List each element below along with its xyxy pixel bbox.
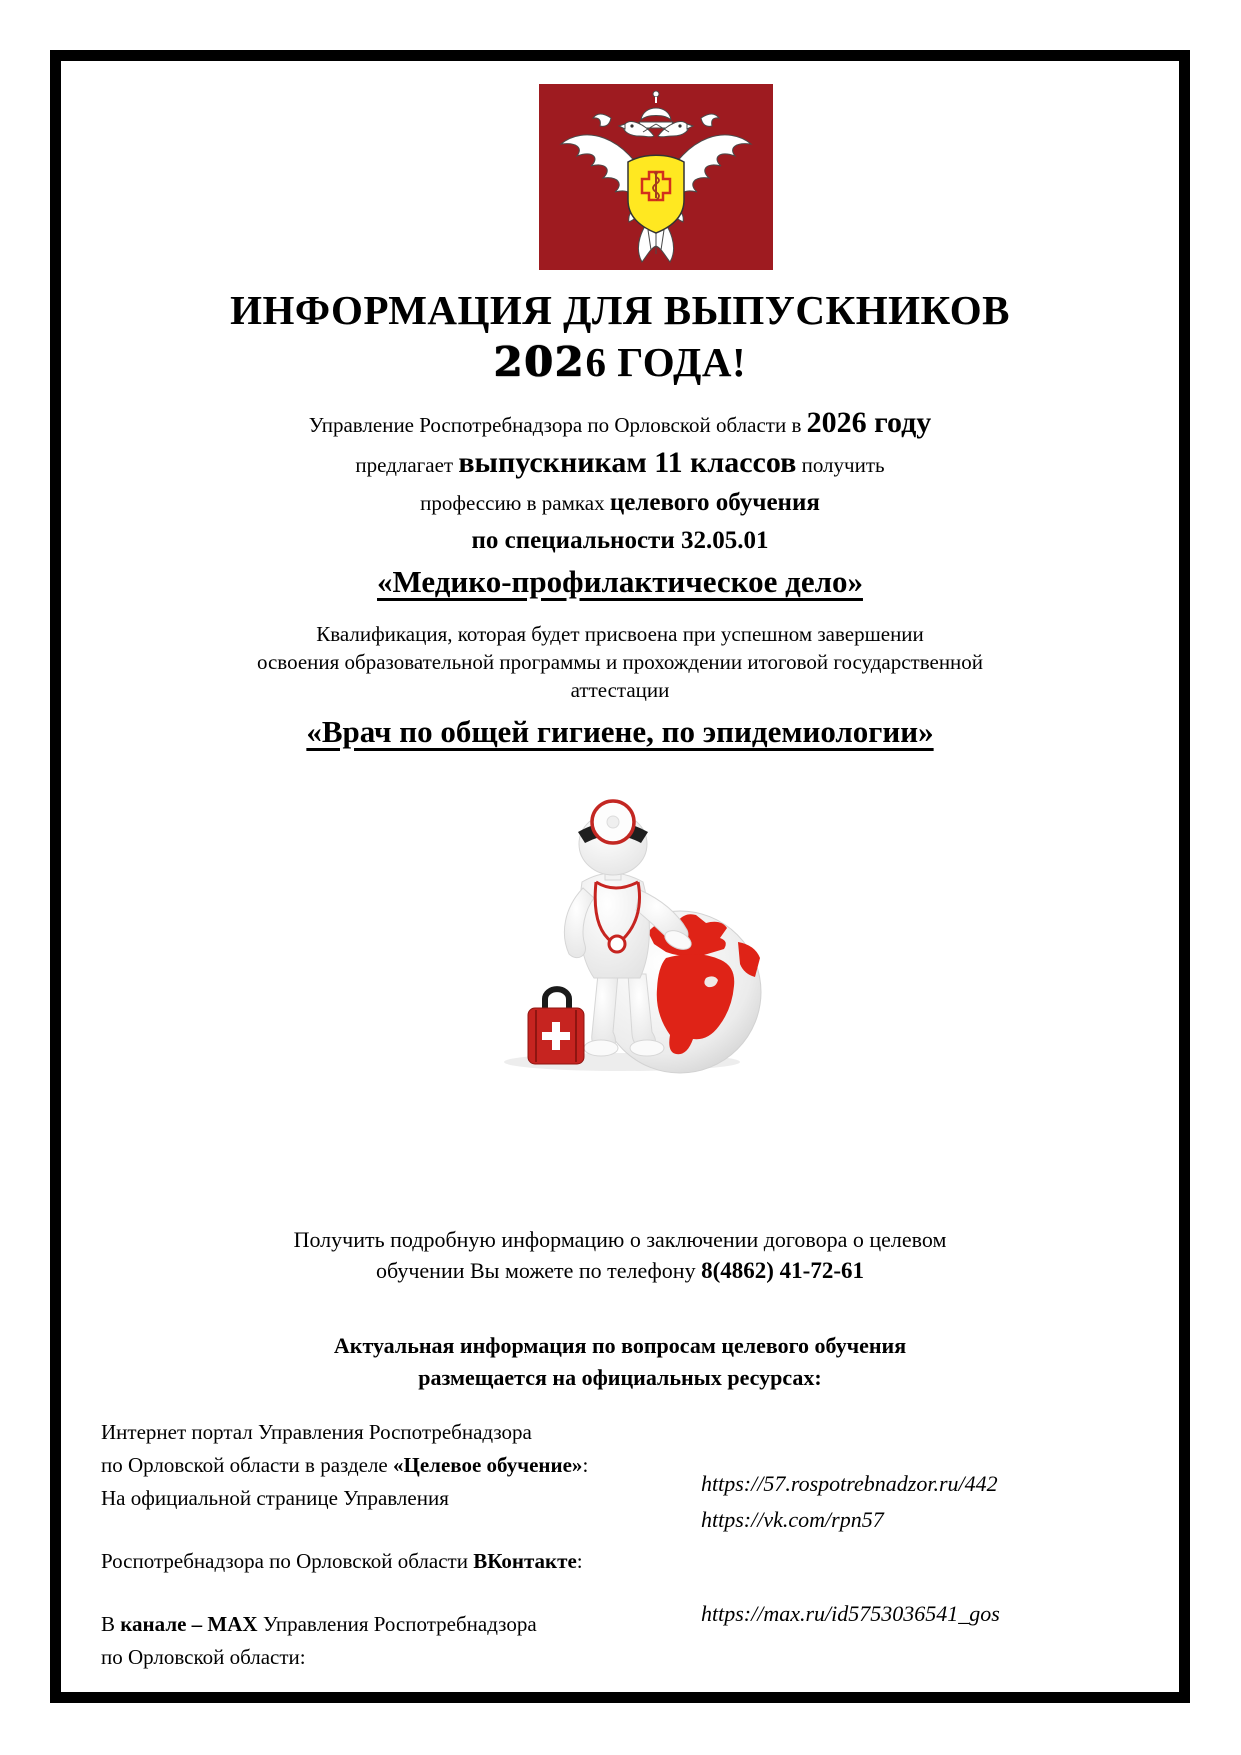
spacer: [101, 1578, 701, 1608]
title-line-1: ИНФОРМАЦИЯ ДЛЯ ВЫПУСКНИКОВ: [230, 287, 1010, 333]
qualification-paragraph: [61, 620, 1179, 704]
intro-line-3: [61, 484, 1179, 522]
contact-text: обучении Вы можете по телефону: [376, 1258, 702, 1283]
qualification-line-2: освоения образовательной программы и прохождении итоговой государственной: [256, 650, 984, 674]
year-rest: 6 ГОДА!: [585, 339, 747, 385]
max-label-line-1: [101, 1608, 701, 1641]
contact-paragraph: [61, 1224, 1179, 1286]
resources-heading-line-2: размещается на официальных ресурсах:: [418, 1365, 822, 1390]
intro-text: профессию в рамках: [420, 491, 610, 515]
spacer: [101, 1515, 701, 1545]
qualification-line-3: аттестации: [570, 678, 670, 702]
year-digits: 202: [493, 338, 586, 386]
specialty-code-line: по специальности 32.05.01: [471, 527, 769, 554]
resources-heading-line-1: Актуальная информация по вопросам целевого обучения: [333, 1333, 907, 1358]
intro-text: предлагает: [355, 453, 459, 477]
resources-heading: [61, 1330, 1179, 1394]
qualification-title-line: [61, 710, 1179, 754]
portal-text: по Орловской области в разделе: [101, 1453, 394, 1477]
portal-label-line-3: На официальной странице Управления: [101, 1486, 449, 1510]
graduates-highlight: выпускникам 11 классов: [458, 446, 797, 479]
vk-text: :: [576, 1549, 583, 1573]
doctor-globe-illustration: [470, 782, 770, 1077]
portal-label-line-1: Интернет портал Управления Роспотребнадзора: [101, 1420, 532, 1444]
max-text: В: [101, 1612, 121, 1636]
max-label-line-2: по Орловской области:: [101, 1645, 306, 1669]
portal-label-line-2: [101, 1449, 701, 1482]
poster-content: [61, 84, 1179, 1674]
portal-url: https://57.rospotrebnadzor.ru/442: [701, 1471, 998, 1496]
vkontakte-highlight: ВКонтакте: [473, 1549, 577, 1573]
poster-border-frame: [50, 50, 1190, 1703]
specialty-name-line: [61, 560, 1179, 604]
page-title: [61, 284, 1179, 388]
target-training-highlight: целевого обучения: [609, 489, 820, 516]
max-channel-highlight: канале – MAX: [120, 1612, 258, 1636]
first-aid-kit-icon: [528, 989, 584, 1064]
year-highlight: 2026 году: [806, 406, 932, 439]
intro-line-1: [61, 404, 1179, 444]
contact-line-1: Получить подробную информацию о заключении договора о целевом: [293, 1227, 947, 1252]
qualification-title: «Врач по общей гигиене, по эпидемиологии»: [306, 714, 934, 749]
contact-line-2: [61, 1255, 1179, 1286]
rospotrebnadzor-emblem-icon: [539, 84, 773, 270]
qualification-line-1: Квалификация, которая будет присвоена при успешном завершении: [316, 622, 924, 646]
specialty-name: «Медико-профилактическое дело»: [377, 564, 863, 599]
resources-columns: [61, 1416, 1179, 1674]
portal-text: :: [582, 1453, 589, 1477]
intro-text: Управление Роспотребнадзора по Орловской области в: [308, 413, 807, 437]
intro-paragraph: [61, 404, 1179, 604]
spacer: [701, 1538, 1139, 1596]
vk-label-line: [101, 1545, 701, 1578]
title-line-2: [61, 336, 1179, 388]
resources-labels-column: [101, 1416, 701, 1674]
target-training-section-highlight: «Целевое обучение»: [393, 1453, 583, 1477]
max-text: Управления Роспотребнадзора: [257, 1612, 537, 1636]
vk-text: Роспотребнадзора по Орловской области: [101, 1549, 474, 1573]
intro-line-2: [61, 444, 1179, 484]
phone-number: 8(4862) 41-72-61: [701, 1258, 864, 1283]
resources-links-column: [701, 1416, 1139, 1674]
vk-url: https://vk.com/rpn57: [701, 1507, 884, 1532]
max-url: https://max.ru/id5753036541_gos: [701, 1601, 1000, 1626]
intro-text: получить: [796, 453, 885, 477]
